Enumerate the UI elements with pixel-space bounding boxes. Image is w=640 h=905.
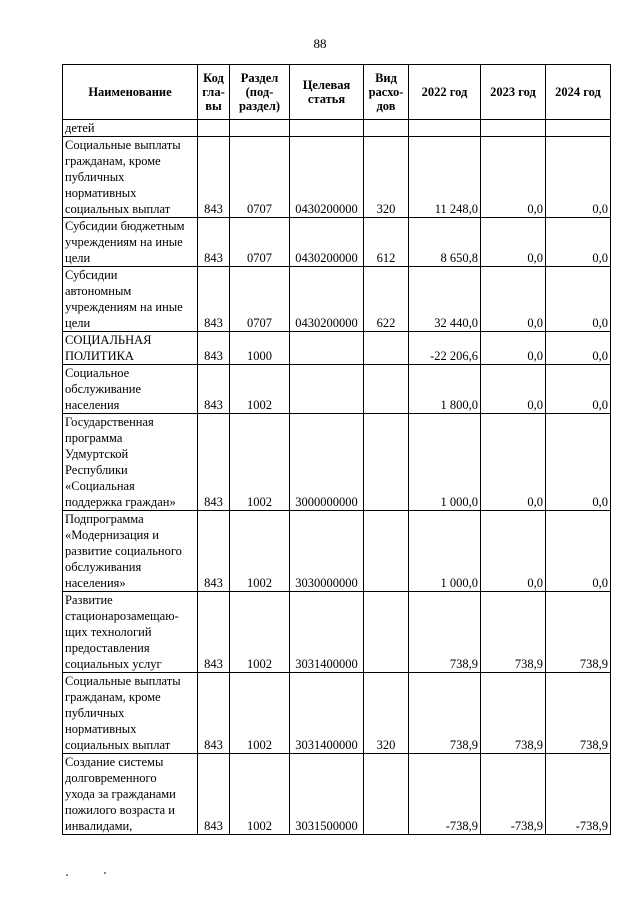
cell-chapter-code: 843 — [198, 592, 230, 673]
cell-target-article: 3031400000 — [290, 592, 364, 673]
cell-section: 0707 — [230, 267, 290, 332]
cell-expense-type: 320 — [364, 673, 409, 754]
cell-expense-type — [364, 120, 409, 137]
table-row — [63, 218, 611, 267]
cell-section: 0707 — [230, 218, 290, 267]
cell-chapter-code: 843 — [198, 754, 230, 835]
cell-chapter-code: 843 — [198, 332, 230, 365]
cell-section: 1002 — [230, 592, 290, 673]
cell-year-2022: 1 000,0 — [409, 511, 481, 592]
cell-year-2022: -738,9 — [409, 754, 481, 835]
cell-year-2022 — [409, 120, 481, 137]
cell-year-2022: 32 440,0 — [409, 267, 481, 332]
cell-year-2024 — [546, 120, 611, 137]
table-row — [63, 120, 611, 137]
cell-section: 1002 — [230, 673, 290, 754]
cell-section: 1002 — [230, 754, 290, 835]
cell-year-2023: 0,0 — [481, 267, 546, 332]
cell-year-2022: 1 800,0 — [409, 365, 481, 414]
cell-year-2024: 0,0 — [546, 365, 611, 414]
cell-expense-type: 622 — [364, 267, 409, 332]
header-section: Раздел (под- раздел) — [230, 65, 290, 120]
cell-name: Субсидии бюджетным учреждениям на иные цели — [63, 218, 198, 267]
cell-expense-type — [364, 511, 409, 592]
cell-target-article: 0430200000 — [290, 267, 364, 332]
cell-name: Государственная программа Удмуртской Республики «Социальная поддержка граждан» — [63, 414, 198, 511]
cell-chapter-code: 843 — [198, 137, 230, 218]
cell-chapter-code — [198, 120, 230, 137]
cell-year-2024: 0,0 — [546, 511, 611, 592]
budget-table — [62, 64, 611, 835]
cell-year-2024: 0,0 — [546, 137, 611, 218]
cell-section: 0707 — [230, 137, 290, 218]
cell-expense-type — [364, 365, 409, 414]
cell-name: СОЦИАЛЬНАЯ ПОЛИТИКА — [63, 332, 198, 365]
scan-speck — [104, 872, 106, 874]
cell-name: Социальное обслуживание населения — [63, 365, 198, 414]
scan-speck — [66, 874, 68, 876]
cell-target-article: 0430200000 — [290, 218, 364, 267]
table-row — [63, 511, 611, 592]
header-chapter-code: Код гла- вы — [198, 65, 230, 120]
table-row — [63, 332, 611, 365]
cell-year-2023: 738,9 — [481, 673, 546, 754]
cell-target-article — [290, 365, 364, 414]
cell-target-article: 3031500000 — [290, 754, 364, 835]
cell-year-2023: 0,0 — [481, 414, 546, 511]
cell-year-2024: 0,0 — [546, 332, 611, 365]
cell-expense-type — [364, 754, 409, 835]
header-row — [63, 65, 611, 120]
header-name: Наименование — [63, 65, 198, 120]
cell-name: Создание системы долговременного ухода за гражданами пожилого возраста и инвалидами, — [63, 754, 198, 835]
table-row — [63, 592, 611, 673]
header-year-2023: 2023 год — [481, 65, 546, 120]
cell-year-2022: 8 650,8 — [409, 218, 481, 267]
cell-name: Развитие стационарозамещаю- щих технологий предоставления социальных услуг — [63, 592, 198, 673]
table-row — [63, 137, 611, 218]
cell-target-article: 3030000000 — [290, 511, 364, 592]
cell-year-2024: -738,9 — [546, 754, 611, 835]
cell-target-article: 0430200000 — [290, 137, 364, 218]
table-row — [63, 673, 611, 754]
cell-chapter-code: 843 — [198, 414, 230, 511]
cell-target-article — [290, 332, 364, 365]
table-row — [63, 365, 611, 414]
cell-year-2023 — [481, 120, 546, 137]
cell-target-article — [290, 120, 364, 137]
cell-section — [230, 120, 290, 137]
header-year-2022: 2022 год — [409, 65, 481, 120]
table-row — [63, 754, 611, 835]
cell-chapter-code: 843 — [198, 511, 230, 592]
cell-year-2022: 738,9 — [409, 673, 481, 754]
cell-year-2024: 0,0 — [546, 267, 611, 332]
cell-name: Субсидии автономным учреждениям на иные цели — [63, 267, 198, 332]
cell-year-2023: 0,0 — [481, 365, 546, 414]
cell-expense-type — [364, 592, 409, 673]
cell-target-article: 3031400000 — [290, 673, 364, 754]
cell-year-2024: 738,9 — [546, 673, 611, 754]
table-row — [63, 414, 611, 511]
cell-year-2023: -738,9 — [481, 754, 546, 835]
cell-name: Социальные выплаты гражданам, кроме публичных нормативных социальных выплат — [63, 673, 198, 754]
cell-section: 1002 — [230, 365, 290, 414]
cell-name: Подпрограмма «Модернизация и развитие социального обслуживания населения» — [63, 511, 198, 592]
cell-year-2022: 738,9 — [409, 592, 481, 673]
header-expense-type: Вид расхо- дов — [364, 65, 409, 120]
cell-year-2023: 0,0 — [481, 511, 546, 592]
cell-year-2023: 0,0 — [481, 137, 546, 218]
cell-year-2023: 0,0 — [481, 332, 546, 365]
table-row — [63, 267, 611, 332]
cell-expense-type: 320 — [364, 137, 409, 218]
cell-chapter-code: 843 — [198, 673, 230, 754]
header-year-2024: 2024 год — [546, 65, 611, 120]
cell-section: 1000 — [230, 332, 290, 365]
page-number: 88 — [313, 36, 327, 51]
cell-year-2022: 11 248,0 — [409, 137, 481, 218]
header-target-article: Целевая статья — [290, 65, 364, 120]
cell-year-2022: 1 000,0 — [409, 414, 481, 511]
cell-year-2024: 0,0 — [546, 218, 611, 267]
cell-year-2023: 738,9 — [481, 592, 546, 673]
cell-target-article: 3000000000 — [290, 414, 364, 511]
cell-year-2023: 0,0 — [481, 218, 546, 267]
cell-year-2024: 0,0 — [546, 414, 611, 511]
cell-year-2022: -22 206,6 — [409, 332, 481, 365]
cell-section: 1002 — [230, 414, 290, 511]
cell-expense-type — [364, 414, 409, 511]
cell-section: 1002 — [230, 511, 290, 592]
cell-name: Социальные выплаты гражданам, кроме публичных нормативных социальных выплат — [63, 137, 198, 218]
cell-expense-type — [364, 332, 409, 365]
cell-chapter-code: 843 — [198, 218, 230, 267]
cell-chapter-code: 843 — [198, 365, 230, 414]
cell-expense-type: 612 — [364, 218, 409, 267]
cell-year-2024: 738,9 — [546, 592, 611, 673]
cell-chapter-code: 843 — [198, 267, 230, 332]
cell-name: детей — [63, 120, 198, 137]
